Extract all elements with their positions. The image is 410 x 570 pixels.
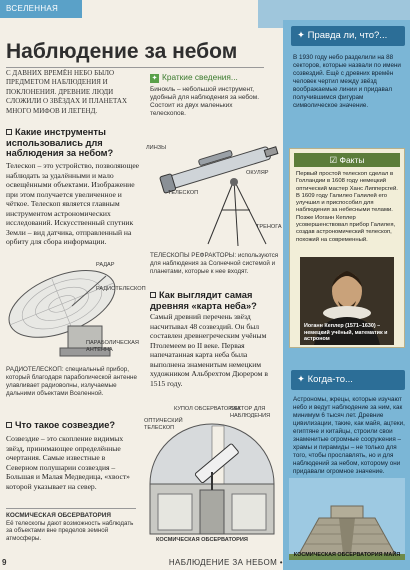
label-sector: СЕКТОР ДЛЯ НАБЛЮДЕНИЯ bbox=[230, 406, 271, 419]
pyramid-icon bbox=[289, 478, 405, 560]
title-rule bbox=[6, 67, 264, 68]
space-observatory-title: КОСМИЧЕСКАЯ ОБСЕРВАТОРИЯ bbox=[6, 512, 111, 519]
facts-box bbox=[289, 148, 405, 348]
label-tripod: ТРЕНОГА bbox=[256, 224, 282, 230]
label-observatory-bottom: КОСМИЧЕСКАЯ ОБСЕРВАТОРИЯ bbox=[156, 537, 248, 543]
kepler-portrait bbox=[300, 257, 394, 345]
section2-text: Самый древний перечень звёзд насчитывал 48 созвездий. Он был составлен древнегреческим учёным Птолемеем во II веке. Первая напечатанная карта неба была выполнена знаменитым немецким художником Альбрехтом Дюрером в 1515 году. bbox=[150, 312, 268, 388]
brief-heading bbox=[150, 72, 260, 83]
space-observatory-box bbox=[6, 508, 136, 554]
label-lenses: ЛИНЗЫ bbox=[146, 145, 167, 151]
telescope-icon bbox=[142, 140, 292, 250]
kepler-caption: Иоганн Кеплер (1571–1630) – немецкий учёный, математик и астроном bbox=[304, 323, 388, 343]
label-dome: КУПОЛ ОБСЕРВАТОРИИ bbox=[174, 406, 240, 412]
section3-heading: Что такое созвездие? bbox=[6, 420, 144, 431]
checkbox-icon bbox=[6, 422, 12, 428]
observatory-illustration bbox=[140, 414, 283, 544]
maya-observatory-image bbox=[289, 478, 405, 560]
star-icon: ✦ bbox=[151, 75, 158, 82]
facts-heading: ☑ Факты bbox=[294, 153, 400, 167]
section1-heading: Какие инструменты использовались для наблюдения за небом? bbox=[6, 127, 114, 158]
truth-text: В 1930 году небо разделили на 88 секторов, которые назвали по имени созвездий. Ещё с древних времён человек чертил между звёзд воображаемые линии и придавал получившимся фигурам символическое значение. bbox=[293, 54, 401, 109]
label-telescope: ТЕЛЕСКОП bbox=[168, 190, 199, 196]
telescope-illustration bbox=[142, 140, 292, 250]
page-number: 9 bbox=[2, 558, 7, 567]
refractor-caption: ТЕЛЕСКОПЫ РЕФРАКТОРЫ: используются для наблюдения за Солнечной системой и планетами, которые к нее входят. bbox=[150, 252, 279, 275]
label-antenna: ПАРАБОЛИЧЕСКАЯ АНТЕННА bbox=[86, 340, 139, 353]
label-radar: РАДАР bbox=[96, 262, 115, 268]
label-eyepiece: ОКУЛЯР bbox=[246, 170, 269, 176]
section3-text: Созвездие – это скопление видимых звёзд, принимающее определённые очертания. Самые известные в Северном полушарии созвездия – Большая и Малая Медведица, «хвост» которой указывает на север. bbox=[6, 434, 130, 491]
label-optical-telescope: ОПТИЧЕСКИЙ ТЕЛЕСКОП bbox=[144, 418, 183, 431]
radio-caption: РАДИОТЕЛЕСКОП: специальный прибор, который благодаря параболической антенне улавливает радиоволны, излучаемые дальними объектами Вселенной. bbox=[6, 366, 137, 397]
space-observatory-text: Её телескопы дают возможность наблюдать за объектами вне пределов земной атмосферы. bbox=[6, 519, 134, 542]
intro-text: С ДАВНИХ ВРЕМЁН НЕБО БЫЛО ПРЕДМЕТОМ НАБЛЮДЕНИЯ И ПОКЛОНЕНИЯ. ДРЕВНИЕ ЛЮДИ СЛОЖИЛИ О ЗВЁЗДАХ И ПЛАНЕТАХ МНОГО МИФОВ И ЛЕГЕНД. bbox=[6, 69, 128, 115]
page-title: Наблюдение за небом bbox=[6, 40, 238, 63]
footer bbox=[0, 556, 285, 570]
brief-heading-text: Краткие сведения... bbox=[162, 72, 238, 82]
maya-caption: КОСМИЧЕСКАЯ ОБСЕРВАТОРИЯ МАЙЯ bbox=[293, 552, 401, 558]
running-head: НАБЛЮДЕНИЕ ЗА НЕБОМ • bbox=[168, 558, 283, 567]
when-heading: ✦ Когда-то... bbox=[291, 370, 405, 390]
checkbox-icon bbox=[150, 292, 156, 298]
sidebar bbox=[283, 20, 410, 570]
section-label: ВСЕЛЕННАЯ bbox=[0, 0, 82, 18]
label-radiotelescope: РАДИОТЕЛЕСКОП bbox=[96, 286, 146, 292]
checkbox-icon bbox=[6, 129, 12, 135]
section2-heading: Как выглядит самая древняя «карта неба»? bbox=[150, 290, 257, 311]
truth-heading: ✦ Правда ли, что?... bbox=[291, 26, 405, 46]
section1-text: Телескоп – это устройство, позволяющее наблюдать за удалёнными и мало освещёнными объектами. Изображение при этом получается увеличенное и чёткое. Телескоп является главным инструментом астрономических исследований. Искусственный спутник Земли – вид датчика, отправленный на орбиту для сбора информации. bbox=[6, 161, 140, 246]
when-text: Астрономы, жрецы, которые изучают небо и ведут наблюдение за ним, как минимум 6 тысяч лет. Древние цивилизации, такие, как майя, ацтеки, египтяне и китайцы, строили свои знаменитые огромные сооружения – храмы и пирамиды – не только для того, чтобы прославлять, но и для наблюдений за небом, которому они придавали огромное значение. bbox=[293, 396, 405, 475]
facts-text: Первый простой телескоп сделал в Голландии в 1608 году немецкий оптический мастер Ханс Липперсгей. В 1609 году Галилео Галилей его улучшил и приспособил для наблюдения за небесными телами. Позже Иоганн Кеплер усовершенствовал прибор Галилея, создав астрономический телескоп, похожий на современный. bbox=[296, 171, 398, 243]
brief-text: Бинокль – небольшой инструмент, удобный для наблюдения за небом. Состоит из двух маленьких телескопов. bbox=[150, 86, 260, 117]
